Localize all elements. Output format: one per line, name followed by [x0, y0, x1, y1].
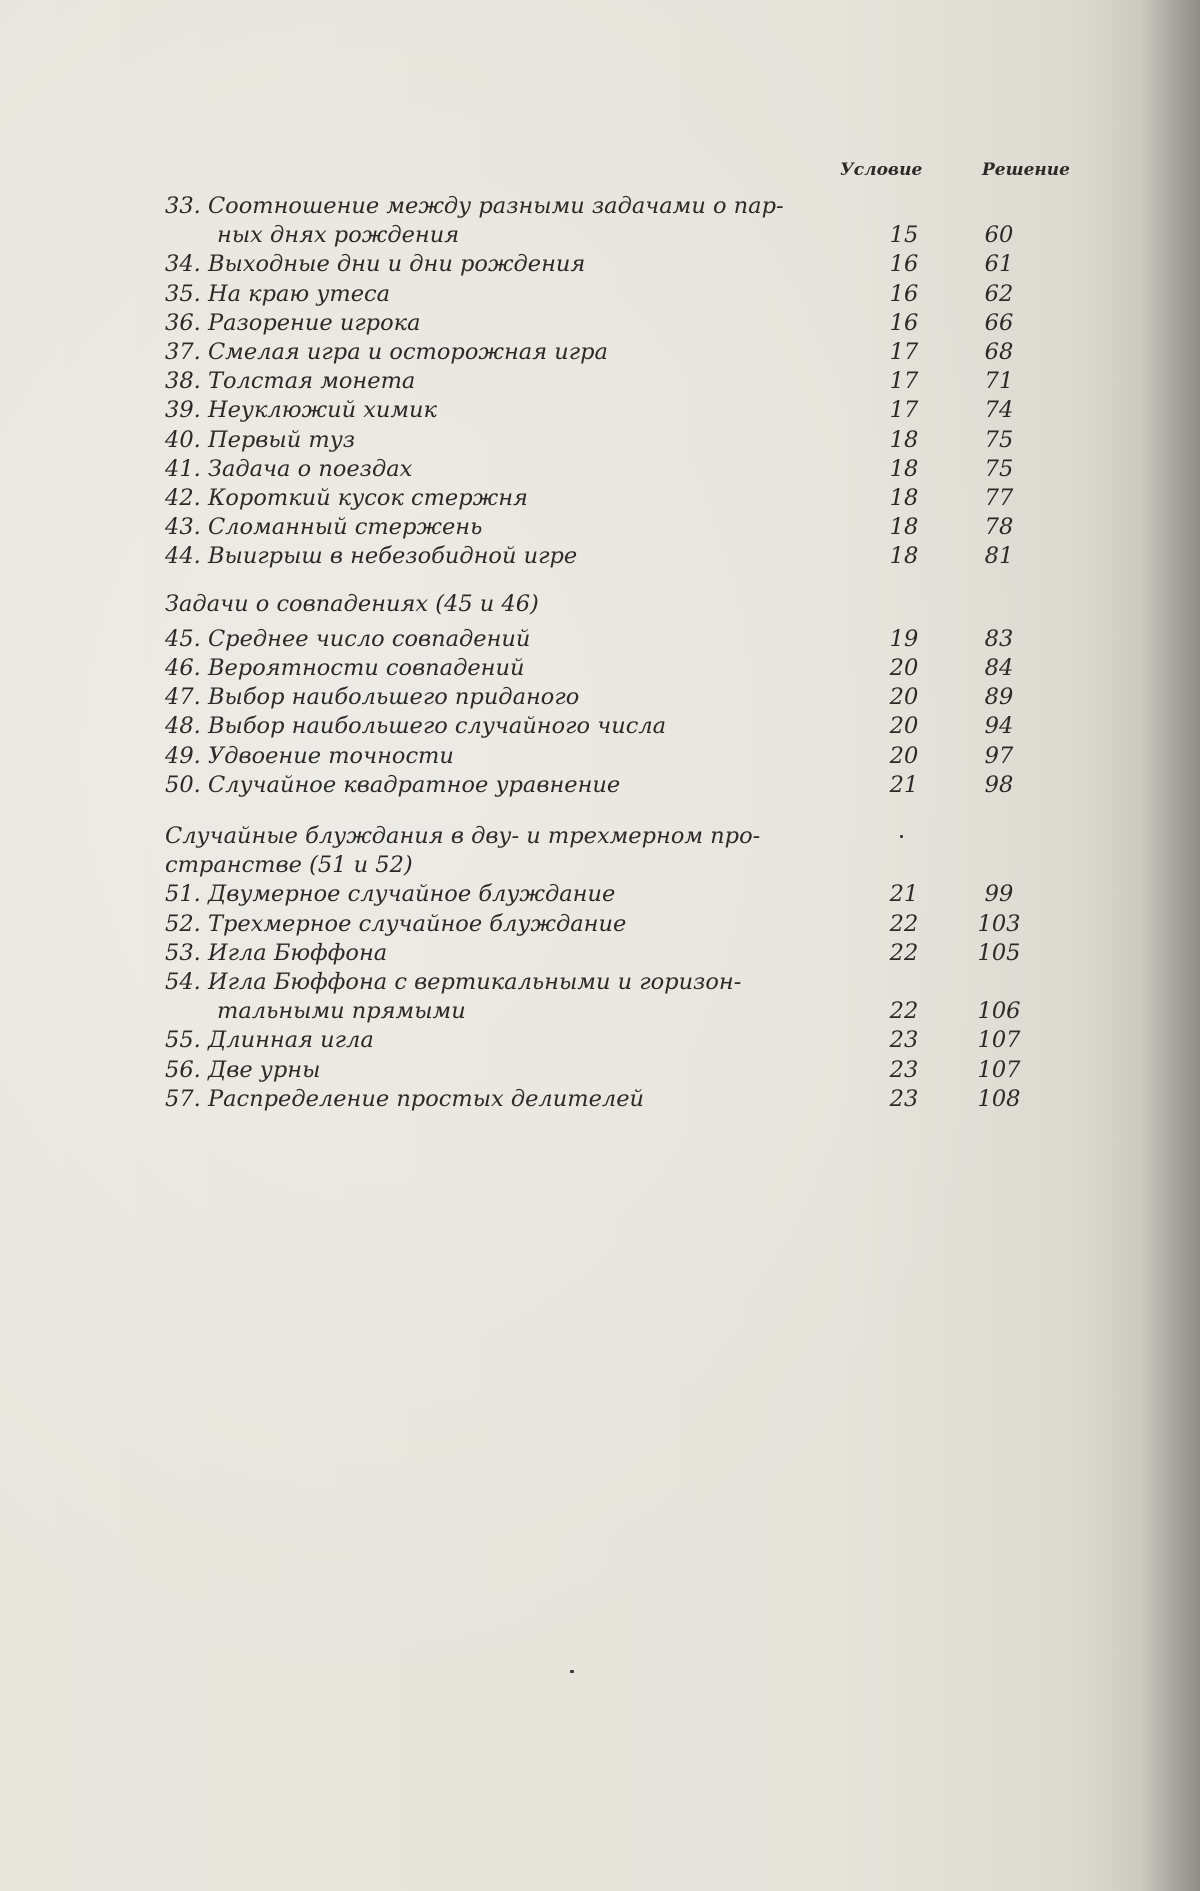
condition-page-number: 22 — [889, 939, 919, 966]
toc-entry-text: Задача о поездах — [207, 455, 413, 482]
solution-page-number: 105 — [977, 939, 1021, 966]
condition-page-number: 17 — [889, 397, 919, 424]
toc-entry-line — [165, 484, 1065, 513]
toc-entry-line — [165, 250, 1065, 279]
solution-page-number: 103 — [977, 910, 1021, 937]
solution-page-number: 106 — [977, 998, 1021, 1025]
condition-page-number: 17 — [889, 368, 919, 395]
toc-entry-line — [165, 1026, 1065, 1055]
toc-entry-title — [165, 309, 420, 338]
toc-entry-title — [165, 1026, 374, 1055]
toc-entry-line — [165, 280, 1065, 309]
toc-entry-number: 35. — [165, 280, 201, 307]
toc-entry-text: Первый туз — [207, 426, 356, 453]
toc-entry-text: Трехмерное случайное блуждание — [207, 910, 627, 937]
condition-page-number: 18 — [889, 455, 919, 482]
toc-entry-text: На краю утеса — [207, 280, 391, 307]
condition-column-header: Условие — [840, 160, 923, 180]
toc-entry-text: Игла Бюффона — [207, 939, 388, 966]
toc-entry-number: 51. — [165, 881, 201, 908]
condition-page-number: 21 — [889, 771, 919, 798]
section-heading-coincidences: Задачи о совпадениях (45 и 46) — [165, 590, 539, 617]
toc-entry-line — [165, 426, 1065, 455]
condition-page-number: 18 — [889, 514, 919, 541]
toc-entry-line — [165, 338, 1065, 367]
toc-entry-title — [165, 542, 577, 571]
solution-page-number: 68 — [984, 339, 1014, 365]
toc-entry-text: Сломанный стержень — [207, 514, 483, 541]
toc-entry-text: Выбор наибольшего случайного числа — [207, 713, 667, 740]
toc-entry-number: 53. — [165, 939, 201, 966]
toc-entry-title — [165, 280, 390, 309]
toc-entry-number: 42. — [165, 485, 201, 511]
toc-entry-number: 47. — [165, 684, 201, 711]
condition-page-number: 22 — [889, 998, 919, 1025]
toc-entry-number: 57. — [165, 1085, 201, 1112]
solution-page-number: 97 — [984, 742, 1014, 769]
toc-entry-line — [165, 367, 1065, 396]
toc-entry-line — [165, 513, 1065, 542]
condition-page-number: 17 — [889, 339, 919, 365]
toc-entry-number: 40. — [165, 426, 201, 453]
condition-page-number: 22 — [889, 910, 919, 937]
print-speck — [900, 835, 903, 838]
column-headers — [840, 160, 1070, 180]
toc-entry-line — [165, 771, 1065, 800]
toc-entry-number: 49. — [165, 742, 201, 769]
toc-entry-text: Короткий кусок стержня — [207, 485, 528, 511]
toc-entry-title — [165, 192, 784, 221]
solution-page-number: 66 — [984, 309, 1014, 336]
toc-entry-number: 37. — [165, 339, 201, 365]
toc-entry-number: 43. — [165, 514, 201, 541]
toc-entry-line — [165, 880, 1065, 909]
toc-entry-line — [165, 968, 1065, 997]
solution-page-number: 77 — [984, 485, 1014, 511]
toc-entry-text: Неуклюжий химик — [207, 397, 437, 424]
toc-entry-title — [165, 654, 524, 683]
print-speck — [570, 1670, 574, 1673]
toc-entry-text: Соотношение между разными задачами о пар- — [207, 193, 784, 219]
toc-entry-number: 34. — [165, 251, 201, 278]
toc-entry-title — [165, 910, 626, 939]
solution-page-number: 60 — [984, 222, 1014, 249]
toc-entry-title — [165, 625, 530, 654]
toc-entry-line — [165, 1056, 1065, 1085]
condition-page-number: 15 — [889, 222, 919, 249]
solution-page-number: 108 — [977, 1085, 1021, 1112]
solution-page-number: 107 — [977, 1027, 1021, 1054]
toc-entry-text: Удвоение точности — [207, 742, 454, 769]
section-heading-random-walks-cont: странстве (51 и 52) — [165, 852, 413, 879]
toc-entry-line — [165, 309, 1065, 338]
condition-page-number: 16 — [889, 251, 919, 278]
solution-page-number: 84 — [984, 655, 1014, 681]
toc-entry-line — [165, 192, 1065, 221]
solution-page-number: 74 — [984, 397, 1014, 424]
toc-entry-title — [165, 712, 666, 741]
toc-entry-line — [165, 742, 1065, 771]
toc-entry-line — [165, 625, 1065, 654]
toc-entry-text: Толстая монета — [207, 368, 416, 395]
section-heading-random-walks: Случайные блуждания в дву- и трехмерном про- — [165, 823, 761, 849]
toc-entry-continuation: тальными прямыми — [217, 998, 466, 1025]
page-edge-shadow — [1140, 0, 1200, 1891]
toc-entry-number: 54. — [165, 969, 201, 995]
toc-entry-text: Две урны — [207, 1056, 321, 1083]
condition-page-number: 23 — [889, 1056, 919, 1083]
condition-page-number: 16 — [889, 309, 919, 336]
solution-page-number: 98 — [984, 771, 1014, 798]
toc-entry-text: Длинная игла — [207, 1027, 374, 1054]
toc-entry-line — [165, 910, 1065, 939]
condition-page-number: 23 — [889, 1085, 919, 1112]
toc-entry-title — [165, 880, 615, 909]
toc-entry-line — [165, 455, 1065, 484]
toc-entry-line — [165, 221, 1065, 250]
condition-page-number: 20 — [889, 742, 919, 769]
toc-entry-text: Выбор наибольшего приданого — [207, 684, 580, 711]
toc-entry-number: 36. — [165, 309, 201, 336]
condition-page-number: 21 — [889, 881, 919, 908]
toc-entry-text: Смелая игра и осторожная игра — [207, 339, 608, 365]
toc-entry-number: 41. — [165, 455, 201, 482]
toc-entry-title — [165, 939, 387, 968]
condition-page-number: 18 — [889, 485, 919, 511]
toc-entry-title — [165, 250, 585, 279]
toc-entry-title — [165, 742, 454, 771]
toc-entry-text: Двумерное случайное блуждание — [207, 881, 616, 908]
condition-page-number: 23 — [889, 1027, 919, 1054]
toc-entry-continuation: ных днях рождения — [217, 222, 460, 249]
toc-entry-line — [165, 939, 1065, 968]
solution-page-number: 94 — [984, 713, 1014, 740]
condition-page-number: 19 — [889, 625, 919, 652]
toc-entry-number: 55. — [165, 1027, 201, 1054]
toc-entry-title — [165, 426, 355, 455]
condition-page-number: 18 — [889, 426, 919, 453]
solution-page-number: 99 — [984, 881, 1014, 908]
toc-entry-number: 56. — [165, 1056, 201, 1083]
solution-page-number: 62 — [984, 280, 1014, 307]
toc-entry-number: 44. — [165, 543, 201, 570]
solution-page-number: 75 — [984, 426, 1014, 453]
toc-entry-number: 46. — [165, 655, 201, 681]
solution-column-header: Решение — [982, 160, 1070, 180]
toc-entry-number: 33. — [165, 193, 201, 219]
toc-entry-number: 38. — [165, 368, 201, 395]
toc-entry-text: Выигрыш в небезобидной игре — [207, 543, 578, 570]
toc-entry-line — [165, 683, 1065, 712]
toc-entry-title — [165, 771, 620, 800]
toc-entry-number: 50. — [165, 771, 201, 798]
toc-entry-number: 39. — [165, 397, 201, 424]
condition-page-number: 20 — [889, 684, 919, 711]
toc-entry-title — [165, 367, 415, 396]
condition-page-number: 20 — [889, 713, 919, 740]
solution-page-number: 75 — [984, 455, 1014, 482]
toc-entry-title — [165, 513, 482, 542]
solution-page-number: 61 — [984, 251, 1014, 278]
toc-entry-title — [165, 455, 412, 484]
toc-entry-text: Игла Бюффона с вертикальными и горизон- — [207, 969, 742, 995]
toc-entry-text: Среднее число совпадений — [207, 625, 531, 652]
toc-entry-title — [165, 1056, 320, 1085]
toc-entry-text: Случайное квадратное уравнение — [207, 771, 621, 798]
solution-page-number: 81 — [984, 543, 1014, 570]
toc-entry-title — [165, 396, 437, 425]
condition-page-number: 18 — [889, 543, 919, 570]
toc-entry-title — [165, 484, 528, 513]
toc-entry-text: Разорение игрока — [207, 309, 421, 336]
solution-page-number: 107 — [977, 1056, 1021, 1083]
toc-entry-line — [165, 396, 1065, 425]
toc-entry-number: 45. — [165, 625, 201, 652]
toc-entry-title — [165, 338, 608, 367]
solution-page-number: 83 — [984, 625, 1014, 652]
toc-entry-line — [165, 542, 1065, 571]
toc-entry-line — [165, 997, 1065, 1026]
toc-entry-number: 48. — [165, 713, 201, 740]
condition-page-number: 16 — [889, 280, 919, 307]
toc-entry-line — [165, 1085, 1065, 1114]
toc-entry-line — [165, 712, 1065, 741]
condition-page-number: 20 — [889, 655, 919, 681]
toc-entry-number: 52. — [165, 910, 201, 937]
toc-entry-title — [165, 1085, 644, 1114]
solution-page-number: 89 — [984, 684, 1014, 711]
toc-entry-text: Выходные дни и дни рождения — [207, 251, 586, 278]
toc-entry-title — [165, 968, 741, 997]
solution-page-number: 71 — [984, 368, 1014, 395]
toc-entry-line — [165, 654, 1065, 683]
toc-entry-title — [165, 683, 579, 712]
solution-page-number: 78 — [984, 514, 1014, 541]
toc-entry-text: Вероятности совпадений — [207, 655, 525, 681]
toc-entry-text: Распределение простых делителей — [207, 1085, 645, 1112]
